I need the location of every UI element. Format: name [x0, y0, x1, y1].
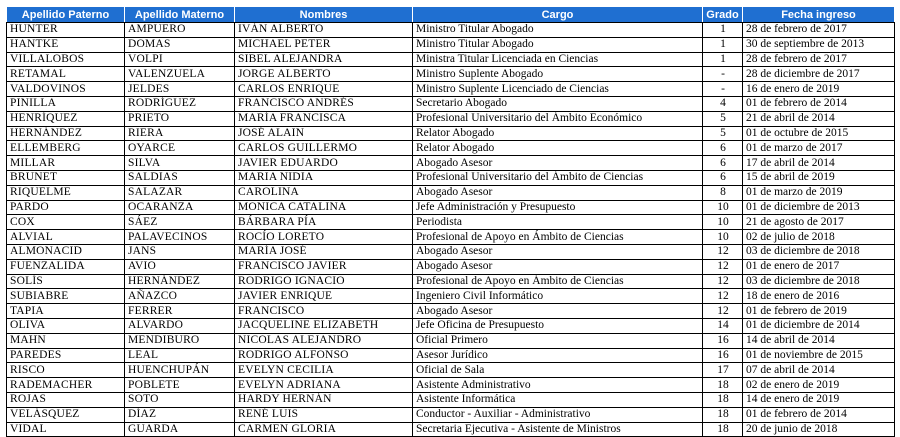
cell-nombres: JOSÉ ALAIN	[235, 126, 413, 141]
table-row	[7, 23, 895, 38]
cell-apellido-materno: DOMAS	[125, 37, 235, 52]
cell-fecha-ingreso: 01 de diciembre de 2014	[743, 318, 895, 333]
cell-apellido-paterno: VELÁSQUEZ	[7, 407, 125, 422]
cell-cargo: Abogado Asesor	[413, 259, 703, 274]
cell-apellido-paterno: FUENZALIDA	[7, 259, 125, 274]
cell-grado: 14	[703, 318, 743, 333]
cell-nombres: MONICA CATALINA	[235, 200, 413, 215]
cell-apellido-paterno: VALDOVINOS	[7, 82, 125, 97]
cell-apellido-paterno: HERNÁNDEZ	[7, 126, 125, 141]
table-row	[7, 52, 895, 67]
cell-cargo: Relator Abogado	[413, 126, 703, 141]
cell-apellido-paterno: MAHN	[7, 333, 125, 348]
cell-grado: 12	[703, 274, 743, 289]
cell-apellido-paterno: RISCO	[7, 363, 125, 378]
cell-nombres: JAVIER EDUARDO	[235, 156, 413, 171]
cell-apellido-paterno: SOLÍS	[7, 274, 125, 289]
cell-nombres: EVELYN ADRIANA	[235, 378, 413, 393]
cell-apellido-materno: JELDES	[125, 82, 235, 97]
cell-apellido-paterno: ALMONACID	[7, 244, 125, 259]
cell-cargo: Ministro Titular Abogado	[413, 23, 703, 38]
cell-fecha-ingreso: 01 de diciembre de 2013	[743, 200, 895, 215]
cell-cargo: Ministro Suplente Abogado	[413, 67, 703, 82]
cell-nombres: ROCÍO LORETO	[235, 230, 413, 245]
table-row	[7, 230, 895, 245]
table-body	[7, 23, 895, 437]
cell-apellido-materno: OCARANZA	[125, 200, 235, 215]
table-row	[7, 200, 895, 215]
cell-cargo: Jefe Oficina de Presupuesto	[413, 318, 703, 333]
cell-apellido-paterno: HANTKE	[7, 37, 125, 52]
cell-fecha-ingreso: 21 de agosto de 2017	[743, 215, 895, 230]
cell-nombres: BÁRBARA PÍA	[235, 215, 413, 230]
cell-apellido-paterno: TAPIA	[7, 304, 125, 319]
cell-nombres: EVELYN CECILIA	[235, 363, 413, 378]
cell-nombres: SIBEL ALEJANDRA	[235, 52, 413, 67]
cell-nombres: FRANCISCO JAVIER	[235, 259, 413, 274]
cell-apellido-paterno: VILLALOBOS	[7, 52, 125, 67]
cell-cargo: Profesional de Apoyo en Ámbito de Ciencias	[413, 274, 703, 289]
cell-nombres: CAROLINA	[235, 185, 413, 200]
table-row	[7, 274, 895, 289]
cell-fecha-ingreso: 01 de noviembre de 2015	[743, 348, 895, 363]
cell-apellido-materno: OYARCE	[125, 141, 235, 156]
cell-nombres: CARLOS ENRIQUE	[235, 82, 413, 97]
table-row	[7, 96, 895, 111]
cell-apellido-materno: AÑAZCO	[125, 289, 235, 304]
cell-grado: 4	[703, 96, 743, 111]
cell-apellido-paterno: COX	[7, 215, 125, 230]
cell-fecha-ingreso: 01 de marzo de 2017	[743, 141, 895, 156]
cell-nombres: IVÁN ALBERTO	[235, 23, 413, 38]
cell-grado: 1	[703, 37, 743, 52]
cell-cargo: Relator Abogado	[413, 141, 703, 156]
cell-cargo: Ministro Titular Abogado	[413, 37, 703, 52]
cell-cargo: Conductor - Auxiliar - Administrativo	[413, 407, 703, 422]
table-row	[7, 37, 895, 52]
cell-apellido-materno: VALENZUELA	[125, 67, 235, 82]
cell-grado: 1	[703, 23, 743, 38]
cell-fecha-ingreso: 01 de febrero de 2014	[743, 96, 895, 111]
header-apellido-paterno: Apellido Paterno	[7, 7, 125, 23]
cell-grado: 5	[703, 111, 743, 126]
cell-nombres: CARLOS GUILLERMO	[235, 141, 413, 156]
cell-nombres: FRANCISCO ANDRÉS	[235, 96, 413, 111]
cell-apellido-paterno: PINILLA	[7, 96, 125, 111]
cell-fecha-ingreso: 21 de abril de 2014	[743, 111, 895, 126]
cell-fecha-ingreso: 14 de enero de 2019	[743, 392, 895, 407]
cell-fecha-ingreso: 28 de diciembre de 2017	[743, 67, 895, 82]
cell-grado: -	[703, 67, 743, 82]
cell-fecha-ingreso: 28 de febrero de 2017	[743, 52, 895, 67]
staff-table-container	[6, 6, 894, 437]
cell-fecha-ingreso: 16 de enero de 2019	[743, 82, 895, 97]
cell-apellido-materno: SÁEZ	[125, 215, 235, 230]
cell-apellido-materno: FERRER	[125, 304, 235, 319]
cell-apellido-paterno: BRUNET	[7, 170, 125, 185]
cell-fecha-ingreso: 03 de diciembre de 2018	[743, 244, 895, 259]
cell-fecha-ingreso: 30 de septiembre de 2013	[743, 37, 895, 52]
cell-cargo: Ministro Suplente Licenciado de Ciencias	[413, 82, 703, 97]
table-row	[7, 422, 895, 437]
cell-apellido-paterno: HUNTER	[7, 23, 125, 38]
cell-grado: 16	[703, 348, 743, 363]
cell-apellido-materno: POBLETE	[125, 378, 235, 393]
table-row	[7, 185, 895, 200]
table-header-row	[7, 7, 895, 23]
cell-apellido-materno: AMPUERO	[125, 23, 235, 38]
cell-apellido-paterno: RADEMACHER	[7, 378, 125, 393]
cell-apellido-materno: MENDIBURO	[125, 333, 235, 348]
cell-fecha-ingreso: 28 de febrero de 2017	[743, 23, 895, 38]
cell-apellido-materno: ALVARDO	[125, 318, 235, 333]
cell-grado: 18	[703, 407, 743, 422]
cell-cargo: Abogado Asesor	[413, 156, 703, 171]
cell-cargo: Ingeniero Civil Informático	[413, 289, 703, 304]
table-row	[7, 318, 895, 333]
cell-apellido-materno: LEAL	[125, 348, 235, 363]
header-apellido-materno: Apellido Materno	[125, 7, 235, 23]
cell-apellido-paterno: VIDAL	[7, 422, 125, 437]
table-row	[7, 363, 895, 378]
cell-nombres: RODRIGO ALFONSO	[235, 348, 413, 363]
cell-grado: 10	[703, 200, 743, 215]
header-fecha-ingreso: Fecha ingreso	[743, 7, 895, 23]
table-row	[7, 259, 895, 274]
cell-grado: 16	[703, 333, 743, 348]
cell-nombres: JACQUELINE ELIZABETH	[235, 318, 413, 333]
cell-fecha-ingreso: 07 de abril de 2014	[743, 363, 895, 378]
cell-apellido-materno: HERNÁNDEZ	[125, 274, 235, 289]
cell-fecha-ingreso: 17 de abril de 2014	[743, 156, 895, 171]
cell-cargo: Profesional Universitario del Ámbito Económico	[413, 111, 703, 126]
cell-apellido-paterno: ROJAS	[7, 392, 125, 407]
cell-cargo: Profesional de Apoyo en Ámbito de Ciencias	[413, 230, 703, 245]
table-row	[7, 407, 895, 422]
cell-fecha-ingreso: 03 de diciembre de 2018	[743, 274, 895, 289]
cell-grado: 6	[703, 141, 743, 156]
cell-grado: 17	[703, 363, 743, 378]
cell-cargo: Abogado Asesor	[413, 185, 703, 200]
cell-grado: 12	[703, 244, 743, 259]
cell-nombres: FRANCISCO	[235, 304, 413, 319]
table-row	[7, 392, 895, 407]
cell-apellido-materno: RODRÍGUEZ	[125, 96, 235, 111]
table-row	[7, 215, 895, 230]
cell-nombres: MARIA NIDIA	[235, 170, 413, 185]
cell-cargo: Oficial Primero	[413, 333, 703, 348]
cell-apellido-materno: RIERA	[125, 126, 235, 141]
table-row	[7, 67, 895, 82]
cell-nombres: RENÉ LUIS	[235, 407, 413, 422]
cell-fecha-ingreso: 15 de abril de 2019	[743, 170, 895, 185]
cell-fecha-ingreso: 01 de marzo de 2019	[743, 185, 895, 200]
cell-apellido-paterno: MILLAR	[7, 156, 125, 171]
cell-apellido-paterno: PAREDES	[7, 348, 125, 363]
cell-apellido-paterno: SUBIABRE	[7, 289, 125, 304]
cell-cargo: Periodista	[413, 215, 703, 230]
cell-grado: 6	[703, 156, 743, 171]
cell-apellido-materno: PALAVECINOS	[125, 230, 235, 245]
table-row	[7, 378, 895, 393]
cell-fecha-ingreso: 01 de febrero de 2014	[743, 407, 895, 422]
cell-grado: 18	[703, 378, 743, 393]
cell-nombres: JORGE ALBERTO	[235, 67, 413, 82]
cell-grado: 5	[703, 126, 743, 141]
table-row	[7, 156, 895, 171]
cell-nombres: HARDY HERNÁN	[235, 392, 413, 407]
table-row	[7, 333, 895, 348]
cell-apellido-paterno: ELLEMBERG	[7, 141, 125, 156]
cell-fecha-ingreso: 01 de febrero de 2019	[743, 304, 895, 319]
cell-cargo: Profesional Universitario del Ámbito de Ciencias	[413, 170, 703, 185]
cell-apellido-paterno: RIQUELME	[7, 185, 125, 200]
cell-grado: 10	[703, 215, 743, 230]
cell-apellido-materno: SALDIAS	[125, 170, 235, 185]
cell-nombres: MICHAEL PETER	[235, 37, 413, 52]
cell-grado: 18	[703, 392, 743, 407]
table-row	[7, 348, 895, 363]
cell-cargo: Asesor Jurídico	[413, 348, 703, 363]
cell-grado: 18	[703, 422, 743, 437]
cell-nombres: MARÍA JOSÉ	[235, 244, 413, 259]
table-row	[7, 126, 895, 141]
cell-grado: 6	[703, 170, 743, 185]
cell-nombres: NICOLAS ALEJANDRO	[235, 333, 413, 348]
cell-apellido-paterno: ALVIAL	[7, 230, 125, 245]
cell-fecha-ingreso: 01 de octubre de 2015	[743, 126, 895, 141]
header-cargo: Cargo	[413, 7, 703, 23]
table-row	[7, 82, 895, 97]
cell-grado: 1	[703, 52, 743, 67]
cell-apellido-materno: AVIO	[125, 259, 235, 274]
cell-grado: 10	[703, 230, 743, 245]
cell-cargo: Oficial de Sala	[413, 363, 703, 378]
cell-fecha-ingreso: 02 de enero de 2019	[743, 378, 895, 393]
cell-apellido-materno: SILVA	[125, 156, 235, 171]
cell-grado: 12	[703, 289, 743, 304]
cell-apellido-paterno: PARDO	[7, 200, 125, 215]
table-row	[7, 304, 895, 319]
cell-cargo: Ministra Titular Licenciada en Ciencias	[413, 52, 703, 67]
cell-cargo: Secretario Abogado	[413, 96, 703, 111]
cell-apellido-materno: DÍAZ	[125, 407, 235, 422]
cell-apellido-materno: JANS	[125, 244, 235, 259]
cell-apellido-paterno: RETAMAL	[7, 67, 125, 82]
cell-fecha-ingreso: 01 de enero de 2017	[743, 259, 895, 274]
cell-apellido-paterno: HENRÍQUEZ	[7, 111, 125, 126]
cell-nombres: JAVIER ENRIQUE	[235, 289, 413, 304]
staff-table	[6, 6, 895, 437]
table-row	[7, 244, 895, 259]
table-row	[7, 111, 895, 126]
header-grado: Grado	[703, 7, 743, 23]
cell-nombres: CARMEN GLORIA	[235, 422, 413, 437]
cell-nombres: RODRIGO IGNACIO	[235, 274, 413, 289]
cell-apellido-materno: PRIETO	[125, 111, 235, 126]
cell-apellido-materno: VOLPI	[125, 52, 235, 67]
header-nombres: Nombres	[235, 7, 413, 23]
cell-fecha-ingreso: 18 de enero de 2016	[743, 289, 895, 304]
cell-apellido-materno: SALAZAR	[125, 185, 235, 200]
table-row	[7, 141, 895, 156]
cell-cargo: Abogado Asesor	[413, 244, 703, 259]
cell-fecha-ingreso: 02 de julio de 2018	[743, 230, 895, 245]
table-row	[7, 289, 895, 304]
cell-grado: 12	[703, 259, 743, 274]
cell-grado: 12	[703, 304, 743, 319]
cell-apellido-paterno: OLIVA	[7, 318, 125, 333]
cell-grado: -	[703, 82, 743, 97]
cell-apellido-materno: GUARDA	[125, 422, 235, 437]
table-row	[7, 170, 895, 185]
cell-fecha-ingreso: 20 de junio de 2018	[743, 422, 895, 437]
cell-cargo: Secretaria Ejecutiva - Asistente de Ministros	[413, 422, 703, 437]
cell-nombres: MARÍA FRANCISCA	[235, 111, 413, 126]
cell-cargo: Jefe Administración y Presupuesto	[413, 200, 703, 215]
cell-apellido-materno: HUENCHUPÁN	[125, 363, 235, 378]
cell-cargo: Asistente Informática	[413, 392, 703, 407]
cell-fecha-ingreso: 14 de abril de 2014	[743, 333, 895, 348]
cell-cargo: Abogado Asesor	[413, 304, 703, 319]
cell-cargo: Asistente Administrativo	[413, 378, 703, 393]
cell-grado: 8	[703, 185, 743, 200]
cell-apellido-materno: SOTO	[125, 392, 235, 407]
